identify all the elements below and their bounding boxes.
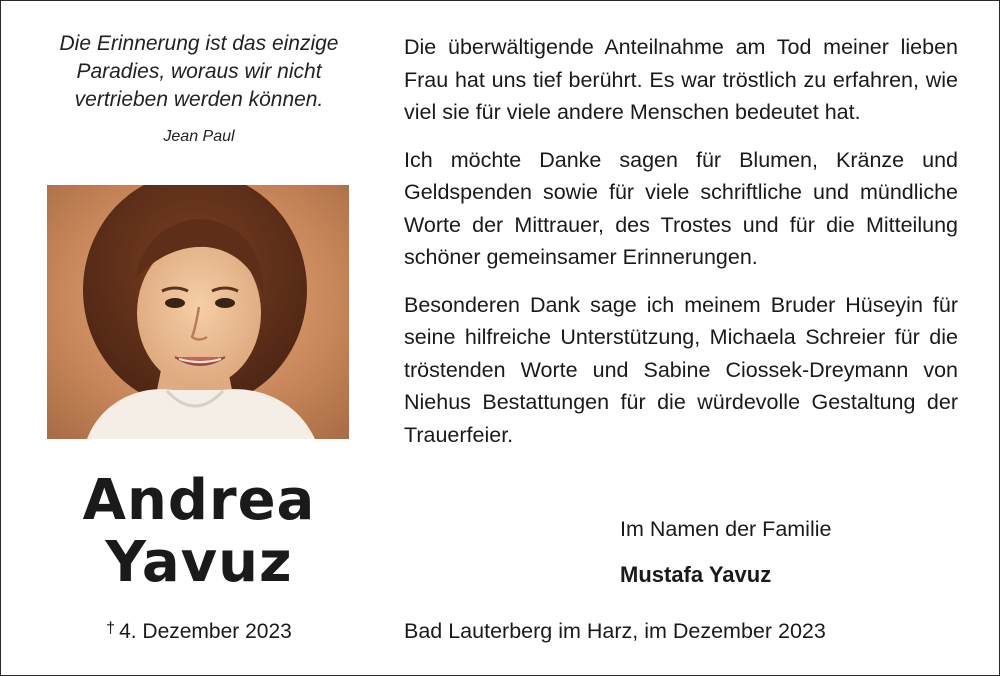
quote-line: Paradies, woraus wir nicht: [76, 60, 322, 83]
thank-you-message: [404, 31, 958, 466]
death-date-line: [40, 620, 358, 644]
message-paragraph: Besonderen Dank sage ich meinem Bruder Hüseyin für seine hilfreiche Unterstützung, Michaela Schreier für die tröstenden Worte und Sabine Ciossek-Dreymann von Niehus Bestattungen für die würdevolle Gestaltung der Trauerfeier.: [404, 292, 958, 447]
message-paragraph: Die überwältigende Anteilnahme am Tod meiner lieben Frau hat uns tief berührt. Es war tröstlich zu erfahren, wie viel sie für viele andere Menschen bedeutet hat.: [404, 35, 958, 124]
portrait-photo: [47, 185, 349, 439]
place-and-date: Bad Lauterberg im Harz, im Dezember 2023: [404, 619, 826, 643]
deceased-name: [40, 470, 358, 594]
message-paragraph: Ich möchte Danke sagen für Blumen, Kränze und Geldspenden sowie für viele schriftliche und mündliche Worte der Mittrauer, des Trostes und für die Mitteilung schöner gemeinsamer Erinnerungen.: [404, 147, 958, 269]
signature-intro: Im Namen der Familie: [620, 517, 832, 541]
quote-line: Die Erinnerung ist das einzige: [59, 32, 339, 55]
first-name: Andrea: [82, 468, 316, 533]
last-name: Yavuz: [105, 530, 293, 595]
quote: [40, 30, 358, 114]
quote-author: Jean Paul: [163, 128, 235, 145]
quote-line: vertrieben werden können.: [74, 88, 324, 111]
cross-icon: †: [106, 620, 116, 637]
death-date: 4. Dezember 2023: [119, 620, 292, 643]
signature-name: Mustafa Yavuz: [620, 562, 772, 587]
